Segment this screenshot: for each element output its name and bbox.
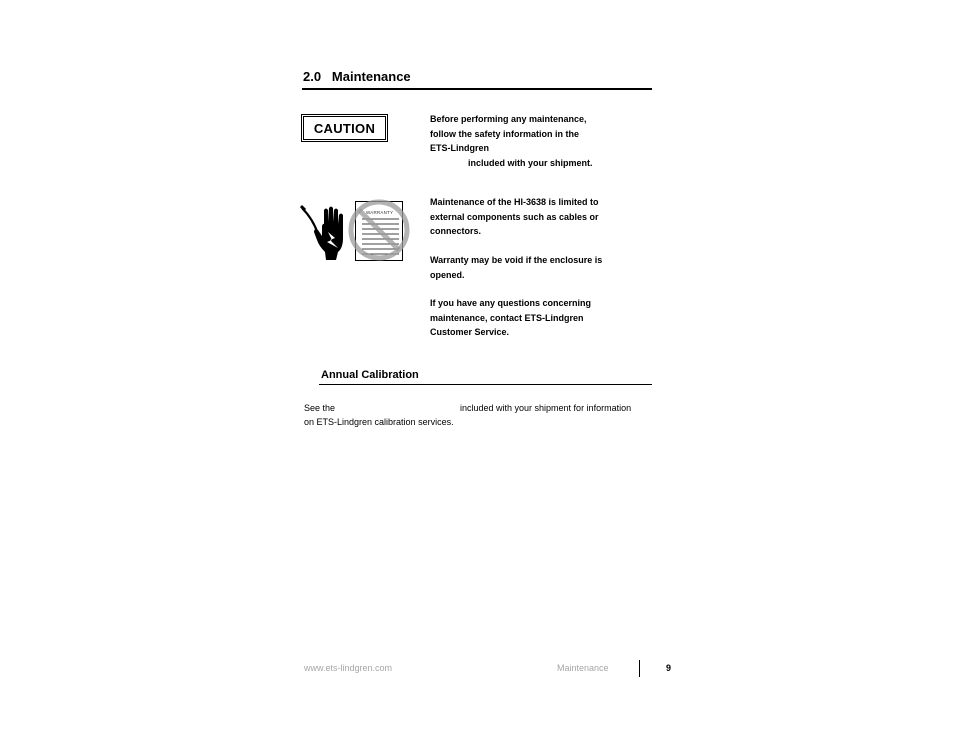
caution-line-3: ETS-Lindgren bbox=[430, 143, 489, 153]
caution-label: CAUTION bbox=[303, 116, 386, 140]
electric-hazard-hand-icon bbox=[300, 204, 350, 266]
maintenance-line-1: Maintenance of the HI-3638 is limited to bbox=[430, 197, 599, 207]
contact-line-2: maintenance, contact ETS-Lindgren bbox=[430, 312, 584, 323]
contact-note bbox=[430, 296, 630, 340]
caution-line-2: follow the safety information in the bbox=[430, 128, 580, 139]
caution-line-4: included with your shipment. bbox=[468, 157, 593, 168]
footer-divider bbox=[639, 660, 640, 677]
contact-line-3: Customer Service. bbox=[430, 327, 510, 337]
subsection-rule bbox=[319, 384, 652, 385]
section-number: 2.0 bbox=[303, 69, 322, 84]
footer-section-name: Maintenance bbox=[557, 663, 609, 673]
prohibited-icon bbox=[346, 197, 412, 263]
calibration-text-start: See the bbox=[304, 403, 336, 413]
calibration-text-end: included with your shipment for information bbox=[460, 403, 632, 413]
section-title: Maintenance bbox=[331, 69, 411, 84]
maintenance-line-3: connectors. bbox=[430, 226, 482, 236]
section-heading bbox=[303, 69, 411, 84]
maintenance-note bbox=[430, 195, 630, 239]
warranty-line-1: Warranty may be void if the enclosure is bbox=[430, 255, 603, 265]
annual-calibration-heading: Annual Calibration bbox=[321, 369, 419, 381]
footer-url: www.ets-lindgren.com bbox=[304, 663, 393, 673]
caution-line-1: Before performing any maintenance, bbox=[430, 114, 587, 124]
section-rule bbox=[302, 88, 652, 90]
warranty-label: WARRANTY bbox=[366, 210, 394, 215]
caution-box bbox=[301, 114, 388, 142]
calibration-text-line-2: on ETS-Lindgren calibration services. bbox=[304, 417, 454, 427]
contact-line-1: If you have any questions concerning bbox=[430, 298, 592, 308]
warranty-note bbox=[430, 253, 630, 282]
caution-note bbox=[430, 112, 630, 170]
maintenance-line-2: external components such as cables or bbox=[430, 211, 599, 222]
warranty-line-2: opened. bbox=[430, 269, 465, 280]
page-number: 9 bbox=[666, 663, 672, 673]
